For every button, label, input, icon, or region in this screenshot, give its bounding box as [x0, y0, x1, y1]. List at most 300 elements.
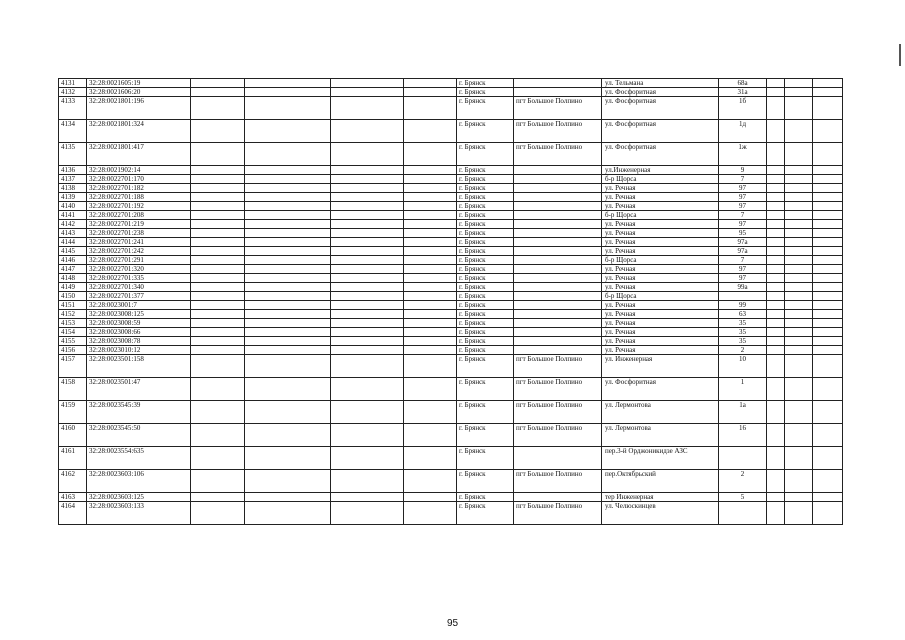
empty-cell [813, 470, 843, 493]
empty-cell [191, 378, 245, 401]
empty-cell [245, 502, 331, 525]
table-row [59, 401, 843, 424]
street-cell: ул. Фосфоритная [602, 97, 719, 120]
empty-cell [404, 211, 457, 220]
empty-cell [404, 502, 457, 525]
settlement-cell [514, 346, 602, 355]
house-number-cell: 9 [719, 166, 767, 175]
empty-cell [191, 401, 245, 424]
empty-cell [404, 79, 457, 88]
empty-cell [191, 120, 245, 143]
empty-cell [245, 238, 331, 247]
empty-cell [191, 220, 245, 229]
empty-cell [813, 283, 843, 292]
empty-cell [767, 328, 785, 337]
cadastral-number-cell: 32:28:0021606:20 [87, 88, 191, 97]
cadastral-number-cell: 32:28:0023008:59 [87, 319, 191, 328]
city-cell: г. Брянск [457, 274, 514, 283]
settlement-cell [514, 283, 602, 292]
house-number-cell: 97 [719, 220, 767, 229]
empty-cell [404, 493, 457, 502]
empty-cell [331, 401, 404, 424]
table-row [59, 143, 843, 166]
house-number-cell: 2 [719, 470, 767, 493]
empty-cell [331, 470, 404, 493]
table-row [59, 424, 843, 447]
empty-cell [813, 247, 843, 256]
city-cell: г. Брянск [457, 355, 514, 378]
empty-cell [404, 328, 457, 337]
street-cell: ул. Речная [602, 301, 719, 310]
empty-cell [767, 319, 785, 328]
cadastral-number-cell: 32:28:0023501:47 [87, 378, 191, 401]
table-row [59, 346, 843, 355]
empty-cell [191, 493, 245, 502]
settlement-cell: пгт Большое Полпино [514, 378, 602, 401]
cadastral-number-cell: 32:28:0022701:219 [87, 220, 191, 229]
street-cell: ул. Речная [602, 319, 719, 328]
empty-cell [813, 447, 843, 470]
empty-cell [245, 265, 331, 274]
empty-cell [813, 256, 843, 265]
empty-cell [767, 175, 785, 184]
cadastral-number-cell: 32:28:0023001:7 [87, 301, 191, 310]
record-number-cell: 4138 [59, 184, 87, 193]
empty-cell [767, 502, 785, 525]
record-number-cell: 4135 [59, 143, 87, 166]
empty-cell [785, 310, 813, 319]
empty-cell [767, 283, 785, 292]
table-row [59, 229, 843, 238]
settlement-cell [514, 247, 602, 256]
empty-cell [785, 238, 813, 247]
city-cell: г. Брянск [457, 447, 514, 470]
table-row [59, 292, 843, 301]
table-row [59, 328, 843, 337]
house-number-cell: 1ж [719, 143, 767, 166]
settlement-cell: пгт Большое Полпино [514, 470, 602, 493]
street-cell: ул. Речная [602, 328, 719, 337]
empty-cell [245, 220, 331, 229]
table-row [59, 265, 843, 274]
city-cell: г. Брянск [457, 337, 514, 346]
record-number-cell: 4139 [59, 193, 87, 202]
street-cell: ул. Речная [602, 265, 719, 274]
city-cell: г. Брянск [457, 292, 514, 301]
city-cell: г. Брянск [457, 88, 514, 97]
empty-cell [813, 120, 843, 143]
record-number-cell: 4162 [59, 470, 87, 493]
empty-cell [767, 401, 785, 424]
page-number: 95 [446, 618, 459, 629]
table-row [59, 493, 843, 502]
empty-cell [767, 447, 785, 470]
street-cell: ул. Лермонтова [602, 401, 719, 424]
empty-cell [331, 502, 404, 525]
empty-cell [191, 328, 245, 337]
empty-cell [331, 493, 404, 502]
settlement-cell: пгт Большое Полпино [514, 355, 602, 378]
empty-cell [813, 424, 843, 447]
empty-cell [785, 328, 813, 337]
record-number-cell: 4147 [59, 265, 87, 274]
house-number-cell: 99 [719, 301, 767, 310]
empty-cell [191, 184, 245, 193]
empty-cell [191, 310, 245, 319]
cadastral-number-cell: 32:28:0023501:158 [87, 355, 191, 378]
empty-cell [245, 202, 331, 211]
record-number-cell: 4149 [59, 283, 87, 292]
empty-cell [331, 346, 404, 355]
street-cell: ул. Фосфоритная [602, 378, 719, 401]
record-number-cell: 4146 [59, 256, 87, 265]
empty-cell [404, 310, 457, 319]
empty-cell [404, 337, 457, 346]
record-number-cell: 4156 [59, 346, 87, 355]
cadastral-number-cell: 32:28:0021801:417 [87, 143, 191, 166]
table-row [59, 175, 843, 184]
empty-cell [245, 301, 331, 310]
empty-cell [785, 202, 813, 211]
settlement-cell [514, 229, 602, 238]
record-number-cell: 4155 [59, 337, 87, 346]
empty-cell [191, 193, 245, 202]
cadastral-number-cell: 32:28:0022701:241 [87, 238, 191, 247]
house-number-cell: 7 [719, 211, 767, 220]
table-row [59, 247, 843, 256]
empty-cell [245, 193, 331, 202]
empty-cell [404, 378, 457, 401]
empty-cell [785, 143, 813, 166]
settlement-cell [514, 88, 602, 97]
empty-cell [404, 283, 457, 292]
empty-cell [331, 328, 404, 337]
city-cell: г. Брянск [457, 247, 514, 256]
table-row [59, 337, 843, 346]
empty-cell [813, 193, 843, 202]
empty-cell [404, 265, 457, 274]
empty-cell [767, 97, 785, 120]
street-cell: ул. Фосфоритная [602, 88, 719, 97]
cadastral-number-cell: 32:28:0023545:39 [87, 401, 191, 424]
empty-cell [785, 79, 813, 88]
empty-cell [331, 274, 404, 283]
empty-cell [331, 143, 404, 166]
empty-cell [813, 184, 843, 193]
empty-cell [245, 274, 331, 283]
cadastral-number-cell: 32:28:0022701:208 [87, 211, 191, 220]
empty-cell [191, 202, 245, 211]
settlement-cell [514, 256, 602, 265]
settlement-cell [514, 175, 602, 184]
empty-cell [767, 88, 785, 97]
cadastral-number-cell: 32:28:0022701:291 [87, 256, 191, 265]
city-cell: г. Брянск [457, 424, 514, 447]
table-row [59, 301, 843, 310]
empty-cell [785, 229, 813, 238]
empty-cell [191, 337, 245, 346]
empty-cell [404, 229, 457, 238]
settlement-cell: пгт Большое Полпино [514, 120, 602, 143]
empty-cell [331, 310, 404, 319]
empty-cell [331, 166, 404, 175]
city-cell: г. Брянск [457, 401, 514, 424]
empty-cell [245, 211, 331, 220]
house-number-cell: 97 [719, 184, 767, 193]
street-cell: ул. Речная [602, 193, 719, 202]
empty-cell [245, 256, 331, 265]
record-number-cell: 4150 [59, 292, 87, 301]
house-number-cell: 99а [719, 283, 767, 292]
table-row [59, 238, 843, 247]
cadastral-number-cell: 32:28:0022701:192 [87, 202, 191, 211]
street-cell: пер.3-й Орджоникидзе АЗС [602, 447, 719, 470]
empty-cell [245, 424, 331, 447]
table-row [59, 274, 843, 283]
empty-cell [767, 355, 785, 378]
settlement-cell [514, 79, 602, 88]
empty-cell [767, 470, 785, 493]
empty-cell [245, 355, 331, 378]
empty-cell [767, 337, 785, 346]
empty-cell [191, 346, 245, 355]
street-cell: ул. Речная [602, 337, 719, 346]
record-number-cell: 4158 [59, 378, 87, 401]
empty-cell [785, 97, 813, 120]
empty-cell [245, 310, 331, 319]
cadastral-number-cell: 32:28:0022701:238 [87, 229, 191, 238]
empty-cell [767, 211, 785, 220]
empty-cell [767, 292, 785, 301]
empty-cell [245, 79, 331, 88]
house-number-cell: 63 [719, 310, 767, 319]
settlement-cell: пгт Большое Полпино [514, 502, 602, 525]
empty-cell [331, 184, 404, 193]
empty-cell [767, 193, 785, 202]
street-cell: ул. Речная [602, 184, 719, 193]
empty-cell [191, 166, 245, 175]
table-row [59, 88, 843, 97]
empty-cell [404, 319, 457, 328]
city-cell: г. Брянск [457, 378, 514, 401]
empty-cell [813, 143, 843, 166]
empty-cell [767, 256, 785, 265]
house-number-cell: 1д [719, 120, 767, 143]
empty-cell [331, 256, 404, 265]
city-cell: г. Брянск [457, 184, 514, 193]
record-number-cell: 4161 [59, 447, 87, 470]
empty-cell [245, 447, 331, 470]
record-number-cell: 4137 [59, 175, 87, 184]
empty-cell [245, 470, 331, 493]
house-number-cell [719, 502, 767, 525]
city-cell: г. Брянск [457, 283, 514, 292]
empty-cell [767, 265, 785, 274]
empty-cell [404, 447, 457, 470]
empty-cell [331, 193, 404, 202]
street-cell: ул. Фосфоритная [602, 120, 719, 143]
empty-cell [404, 470, 457, 493]
cadastral-number-cell: 32:28:0023603:106 [87, 470, 191, 493]
settlement-cell [514, 292, 602, 301]
empty-cell [191, 447, 245, 470]
house-number-cell [719, 292, 767, 301]
empty-cell [191, 229, 245, 238]
settlement-cell [514, 193, 602, 202]
empty-cell [813, 229, 843, 238]
table-row [59, 319, 843, 328]
street-cell: ул.Инженерная [602, 166, 719, 175]
table-row [59, 120, 843, 143]
empty-cell [813, 319, 843, 328]
settlement-cell [514, 220, 602, 229]
settlement-cell [514, 265, 602, 274]
cadastral-number-cell: 32:28:0021801:324 [87, 120, 191, 143]
house-number-cell: 1а [719, 401, 767, 424]
empty-cell [404, 256, 457, 265]
empty-cell [191, 355, 245, 378]
empty-cell [785, 502, 813, 525]
house-number-cell: 7 [719, 256, 767, 265]
city-cell: г. Брянск [457, 310, 514, 319]
empty-cell [331, 292, 404, 301]
table-row [59, 97, 843, 120]
empty-cell [767, 424, 785, 447]
empty-cell [191, 319, 245, 328]
empty-cell [404, 120, 457, 143]
street-cell: ул. Речная [602, 220, 719, 229]
empty-cell [331, 79, 404, 88]
empty-cell [191, 274, 245, 283]
empty-cell [813, 328, 843, 337]
empty-cell [767, 143, 785, 166]
city-cell: г. Брянск [457, 493, 514, 502]
empty-cell [785, 211, 813, 220]
empty-cell [785, 292, 813, 301]
empty-cell [191, 283, 245, 292]
house-number-cell [719, 447, 767, 470]
cadastral-number-cell: 32:28:0023545:50 [87, 424, 191, 447]
house-number-cell: 97а [719, 238, 767, 247]
empty-cell [245, 378, 331, 401]
house-number-cell: 7 [719, 175, 767, 184]
record-number-cell: 4134 [59, 120, 87, 143]
empty-cell [767, 493, 785, 502]
table-row [59, 470, 843, 493]
empty-cell [785, 88, 813, 97]
empty-cell [813, 274, 843, 283]
record-number-cell: 4144 [59, 238, 87, 247]
empty-cell [191, 211, 245, 220]
empty-cell [813, 97, 843, 120]
empty-cell [404, 88, 457, 97]
settlement-cell: пгт Большое Полпино [514, 424, 602, 447]
table-row [59, 310, 843, 319]
city-cell: г. Брянск [457, 120, 514, 143]
empty-cell [404, 301, 457, 310]
cadastral-number-cell: 32:28:0023603:125 [87, 493, 191, 502]
empty-cell [331, 175, 404, 184]
record-number-cell: 4157 [59, 355, 87, 378]
record-number-cell: 4152 [59, 310, 87, 319]
empty-cell [767, 301, 785, 310]
empty-cell [785, 184, 813, 193]
empty-cell [785, 247, 813, 256]
house-number-cell: 5 [719, 493, 767, 502]
empty-cell [245, 493, 331, 502]
empty-cell [331, 283, 404, 292]
city-cell: г. Брянск [457, 328, 514, 337]
city-cell: г. Брянск [457, 202, 514, 211]
table-row [59, 79, 843, 88]
empty-cell [813, 493, 843, 502]
record-number-cell: 4159 [59, 401, 87, 424]
empty-cell [404, 401, 457, 424]
settlement-cell: пгт Большое Полпино [514, 401, 602, 424]
empty-cell [785, 175, 813, 184]
empty-cell [404, 220, 457, 229]
record-number-cell: 4145 [59, 247, 87, 256]
table-row [59, 447, 843, 470]
table-row [59, 166, 843, 175]
empty-cell [191, 79, 245, 88]
empty-cell [785, 447, 813, 470]
empty-cell [245, 283, 331, 292]
empty-cell [785, 166, 813, 175]
house-number-cell: 35 [719, 319, 767, 328]
empty-cell [404, 238, 457, 247]
city-cell: г. Брянск [457, 319, 514, 328]
empty-cell [404, 97, 457, 120]
empty-cell [331, 265, 404, 274]
empty-cell [813, 211, 843, 220]
empty-cell [813, 301, 843, 310]
empty-cell [785, 470, 813, 493]
empty-cell [245, 337, 331, 346]
scroll-edge-mark [899, 44, 901, 66]
cadastral-number-cell: 32:28:0023554:635 [87, 447, 191, 470]
empty-cell [331, 120, 404, 143]
street-cell: ул. Инженерная [602, 355, 719, 378]
city-cell: г. Брянск [457, 79, 514, 88]
empty-cell [191, 301, 245, 310]
empty-cell [813, 238, 843, 247]
empty-cell [245, 88, 331, 97]
empty-cell [785, 337, 813, 346]
house-number-cell: 16 [719, 424, 767, 447]
street-cell: б-р Щорса [602, 211, 719, 220]
empty-cell [245, 401, 331, 424]
empty-cell [767, 274, 785, 283]
empty-cell [331, 337, 404, 346]
empty-cell [813, 292, 843, 301]
record-number-cell: 4136 [59, 166, 87, 175]
empty-cell [331, 88, 404, 97]
record-number-cell: 4148 [59, 274, 87, 283]
empty-cell [245, 175, 331, 184]
empty-cell [767, 120, 785, 143]
settlement-cell [514, 301, 602, 310]
empty-cell [404, 166, 457, 175]
empty-cell [813, 88, 843, 97]
record-number-cell: 4132 [59, 88, 87, 97]
street-cell: б-р Щорса [602, 175, 719, 184]
empty-cell [767, 346, 785, 355]
empty-cell [404, 143, 457, 166]
record-number-cell: 4141 [59, 211, 87, 220]
empty-cell [331, 355, 404, 378]
cadastral-number-cell: 32:28:0022701:335 [87, 274, 191, 283]
